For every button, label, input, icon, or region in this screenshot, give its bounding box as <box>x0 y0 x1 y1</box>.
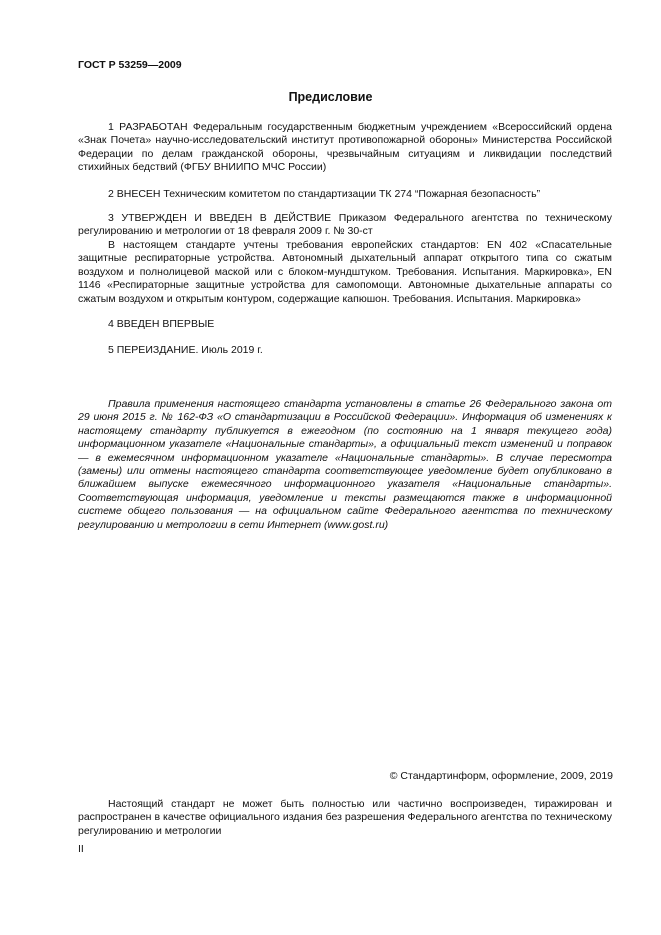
foreword-item-submitted: 2 ВНЕСЕН Техническим комитетом по стандартизации ТК 274 “Пожарная безопасность” <box>108 188 541 200</box>
foreword-item-first-introduced: 4 ВВЕДЕН ВПЕРВЫЕ <box>108 318 215 330</box>
page-title: Предисловие <box>288 90 373 104</box>
foreword-item-reissue: 5 ПЕРЕИЗДАНИЕ. Июль 2019 г. <box>108 344 263 356</box>
copyright-line: © Стандартинформ, оформление, 2009, 2019 <box>389 770 613 782</box>
foreword-item-approved: 3 УТВЕРЖДЕН И ВВЕДЕН В ДЕЙСТВИЕ Приказом Федерального агентства по техническому регулированию и метрологии от 18 февраля 2009 г. № 30-ст <box>78 212 612 238</box>
application-rules-notice: Правила применения настоящего стандарта установлены в статье 26 Федерального закона от 29 июня 2015 г. № 162-ФЗ «О стандартизации в Российской Федерации». Информация об изменениях к настоящему стандарту публикуется в ежегодном (по состоянию на 1 января текущего года) информационном указателе «Национальные стандарты», а официальный текст изменений и поправок — в ежемесячном информационном указателе «Национальные стандарты». В случае пересмотра (замены) или отмены настоящего стандарта соответствующее уведомление будет опубликовано в ближайшем выпуске ежемесячного информационного указателя «Национальные стандарты». Соответствующая информация, уведомление и тексты размещаются также в информационной системе общего пользования — на официальном сайте Федерального агентства по техническому регулированию и метрологии в сети Интернет (www.gost.ru) <box>78 398 612 531</box>
reproduction-notice: Настоящий стандарт не может быть полностью или частично воспроизведен, тиражирован и распространен в качестве официального издания без разрешения Федерального агентства по техническому регулированию и метрологии <box>78 798 612 837</box>
foreword-item-european-standards: В настоящем стандарте учтены требования европейских стандартов: EN 402 «Спасательные защитные респираторные устройства. Автономный дыхательный аппарат открытого типа со сжатым воздухом и полнолицевой маской или с блоком-мундштуком. Требования. Испытания. Маркировка», EN 1146 «Респираторные защитные устройства для самопомощи. Автономные дыхательные аппараты со сжатым воздухом и открытым контуром, содержащие капюшон. Требования. Испытания. Маркировка» <box>78 239 612 305</box>
page-number: II <box>78 843 84 855</box>
standard-code: ГОСТ Р 53259—2009 <box>78 59 182 71</box>
foreword-item-developed: 1 РАЗРАБОТАН Федеральным государственным бюджетным учреждением «Всероссийский ордена «Знак Почета» научно-исследовательский институт противопожарной обороны» Министерства Российской Федерации по делам гражданской обороны, чрезвычайным ситуациям и ликвидации последствий стихийных бедствий (ФГБУ ВНИИПО МЧС России) <box>78 121 612 174</box>
